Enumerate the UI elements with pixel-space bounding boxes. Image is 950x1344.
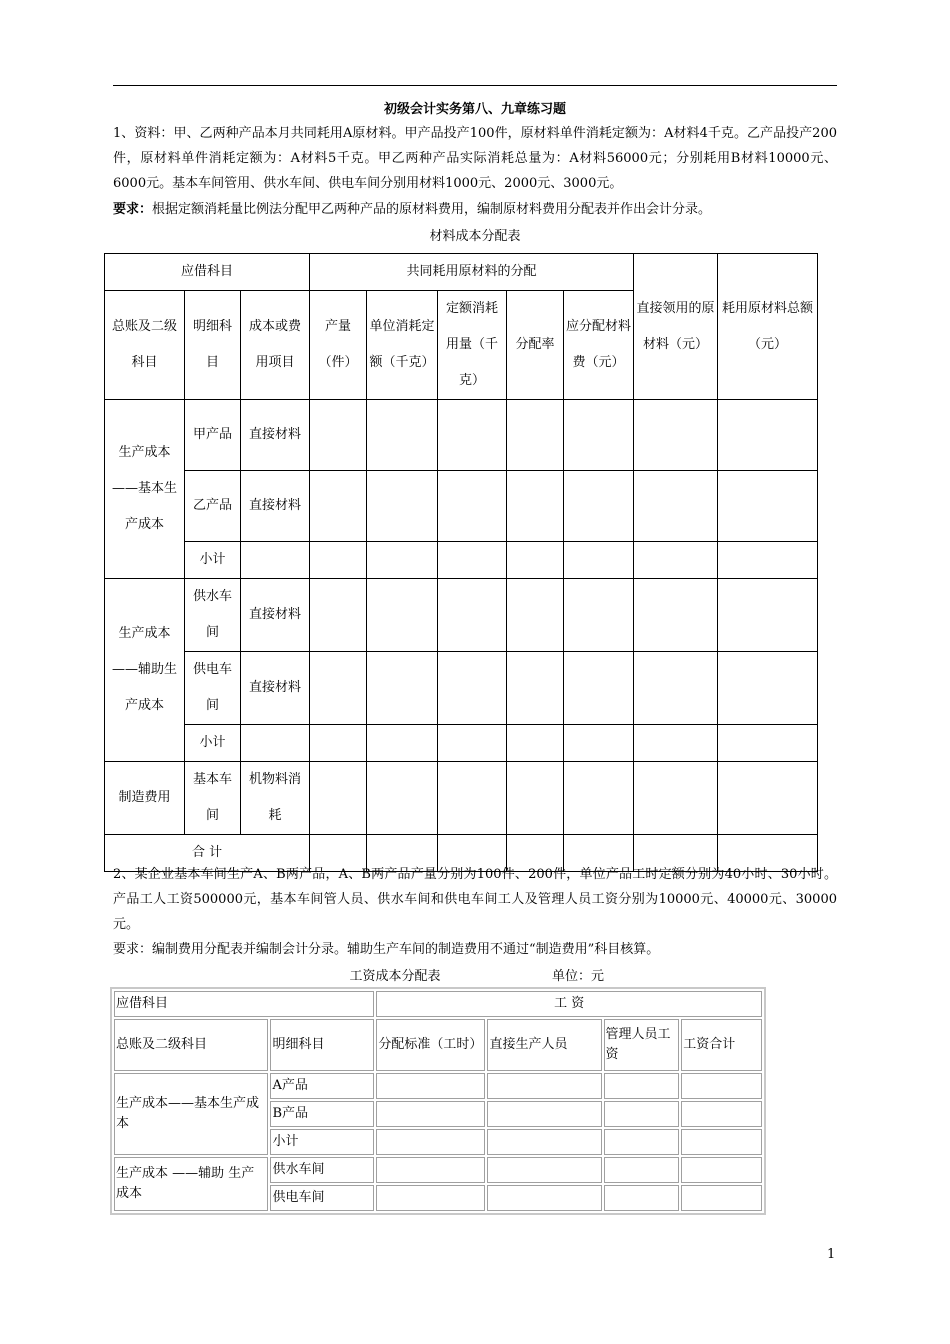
cell — [718, 652, 818, 725]
item-supplies: 机物料消耗 — [241, 762, 310, 835]
header-direct-workers: 直接生产人员 — [487, 1019, 601, 1071]
cell — [367, 762, 438, 835]
detail-product-a: 甲产品 — [185, 400, 241, 471]
item-direct-material: 直接材料 — [241, 652, 310, 725]
wage-cost-table — [110, 987, 766, 1215]
cell — [438, 579, 507, 652]
cell — [241, 725, 310, 762]
requirement-label: 要求： — [113, 202, 153, 217]
cell — [507, 542, 564, 579]
cell — [718, 471, 818, 542]
cell — [718, 400, 818, 471]
cell — [367, 652, 438, 725]
cell — [564, 542, 634, 579]
cell — [367, 400, 438, 471]
detail-product-b: B产品 — [270, 1101, 374, 1127]
cell — [487, 1101, 601, 1127]
header-wage-total: 工资合计 — [681, 1019, 762, 1071]
item-direct-material: 直接材料 — [241, 471, 310, 542]
detail-product-b: 乙产品 — [185, 471, 241, 542]
header-general: 总账及二级科目 — [105, 291, 185, 400]
cell — [681, 1157, 762, 1183]
header-general: 总账及二级科目 — [114, 1019, 268, 1071]
cell — [507, 579, 564, 652]
cell — [367, 471, 438, 542]
cell — [718, 725, 818, 762]
header-account: 应借科目 — [105, 254, 310, 291]
cell — [376, 1073, 485, 1099]
cell — [438, 542, 507, 579]
group-basic-production: 生产成本——基本生产成本 — [105, 400, 185, 579]
question-2-text: 2、某企业基本车间生产A、B两产品，A、B两产品产量分别为100件、200件，单位产品工时定额分别为40小时、30小时。产品工人工资500000元，基本车间管人员、供水车间和供电车间工人及管理人员工资分别为10000元、40000元、30000元。 — [113, 867, 837, 932]
detail-water-workshop: 供水车间 — [270, 1157, 374, 1183]
detail-power-workshop: 供电车间 — [270, 1185, 374, 1211]
material-cost-table — [104, 253, 818, 872]
cell — [718, 542, 818, 579]
header-qty: 产量（件） — [310, 291, 367, 400]
detail-power-workshop: 供电车间 — [185, 652, 241, 725]
cell — [241, 542, 310, 579]
header-detail: 明细科目 — [185, 291, 241, 400]
group-manufacturing-overhead: 制造费用 — [105, 762, 185, 835]
cell — [681, 1101, 762, 1127]
cell — [310, 762, 367, 835]
cell — [367, 542, 438, 579]
cell — [438, 762, 507, 835]
cell — [634, 652, 718, 725]
cell — [438, 400, 507, 471]
cell — [634, 400, 718, 471]
header-total-material: 耗用原材料总额（元） — [718, 254, 818, 400]
header-quota-usage: 定额消耗用量（千克） — [438, 291, 507, 400]
cell — [376, 1157, 485, 1183]
detail-water-workshop: 供水车间 — [185, 579, 241, 652]
cell — [604, 1101, 680, 1127]
cell — [376, 1101, 485, 1127]
total-label: 合 计 — [105, 835, 310, 872]
cell — [487, 1185, 601, 1211]
cell — [564, 471, 634, 542]
cell — [718, 762, 818, 835]
cell — [718, 579, 818, 652]
item-direct-material: 直接材料 — [241, 579, 310, 652]
cell — [438, 471, 507, 542]
table1-caption: 材料成本分配表 — [429, 229, 521, 244]
question-1-requirement — [113, 197, 837, 222]
header-wage: 工 资 — [376, 991, 762, 1017]
header-rate: 分配率 — [507, 291, 564, 400]
cell — [564, 652, 634, 725]
cell — [438, 725, 507, 762]
page-title: 初级会计实务第八、九章练习题 — [383, 102, 566, 117]
cell — [604, 1129, 680, 1155]
header-shared: 共同耗用原材料的分配 — [310, 254, 634, 291]
cell — [604, 1185, 680, 1211]
cell — [634, 542, 718, 579]
subtotal-label: 小计 — [270, 1129, 374, 1155]
cell — [507, 652, 564, 725]
cell — [487, 1157, 601, 1183]
cell — [634, 762, 718, 835]
cell — [604, 1073, 680, 1099]
cell — [376, 1185, 485, 1211]
cell — [507, 725, 564, 762]
detail-basic-workshop: 基本车间 — [185, 762, 241, 835]
header-direct: 直接领用的原材料（元） — [634, 254, 718, 400]
group-basic-production: 生产成本——基本生产成本 — [114, 1073, 268, 1155]
cell — [507, 400, 564, 471]
cell — [634, 725, 718, 762]
cell — [507, 471, 564, 542]
requirement-text: 根据定额消耗量比例法分配甲乙两种产品的原材料费用，编制原材料费用分配表并作出会计分录。 — [152, 202, 712, 217]
cell — [564, 579, 634, 652]
table2-unit: 单位：元 — [552, 969, 605, 984]
subtotal-label: 小计 — [185, 725, 241, 762]
cell — [438, 652, 507, 725]
cell — [487, 1129, 601, 1155]
detail-product-a: A产品 — [270, 1073, 374, 1099]
header-allocated: 应分配材料费（元） — [564, 291, 634, 400]
cell — [681, 1129, 762, 1155]
cell — [634, 471, 718, 542]
cell — [604, 1157, 680, 1183]
cell — [367, 579, 438, 652]
page-number: 1 — [827, 1247, 836, 1262]
cell — [681, 1185, 762, 1211]
group-auxiliary-production: 生产成本 ——辅助 生产成本 — [114, 1157, 268, 1211]
cell — [310, 652, 367, 725]
cell — [310, 400, 367, 471]
cell — [310, 579, 367, 652]
table2-caption: 工资成本分配表 — [349, 969, 441, 984]
cell — [681, 1073, 762, 1099]
cell — [564, 400, 634, 471]
cell — [507, 762, 564, 835]
header-allocation-standard: 分配标准（工时） — [376, 1019, 485, 1071]
group-auxiliary-production: 生产成本——辅助生产成本 — [105, 579, 185, 762]
cell — [310, 542, 367, 579]
question-2-requirement: 要求：编制费用分配表并编制会计分录。辅助生产车间的制造费用不通过“制造费用”科目核算。 — [113, 942, 660, 957]
cell — [564, 762, 634, 835]
header-rule — [113, 85, 837, 86]
cell — [367, 725, 438, 762]
cell — [634, 579, 718, 652]
header-management-wage: 管理人员工资 — [604, 1019, 680, 1071]
header-cost-item: 成本或费用项目 — [241, 291, 310, 400]
cell — [310, 725, 367, 762]
header-detail: 明细科目 — [270, 1019, 374, 1071]
subtotal-label: 小计 — [185, 542, 241, 579]
cell — [376, 1129, 485, 1155]
question-1-text: 1、资料：甲、乙两种产品本月共同耗用A原材料。甲产品投产100件，原材料单件消耗定额为：A材料4千克。乙产品投产200件，原材料单件消耗定额为：A材料5千克。甲乙两种产品实际消耗总量为：A材料56000元；分别耗用B材料10000元、6000元。基本车间管用、供水车间、供电车间分别用材料1000元、2000元、3000元。 — [113, 126, 837, 191]
header-account: 应借科目 — [114, 991, 374, 1017]
item-direct-material: 直接材料 — [241, 400, 310, 471]
cell — [310, 471, 367, 542]
cell — [564, 725, 634, 762]
header-unit-quota: 单位消耗定额（千克） — [367, 291, 438, 400]
cell — [487, 1073, 601, 1099]
